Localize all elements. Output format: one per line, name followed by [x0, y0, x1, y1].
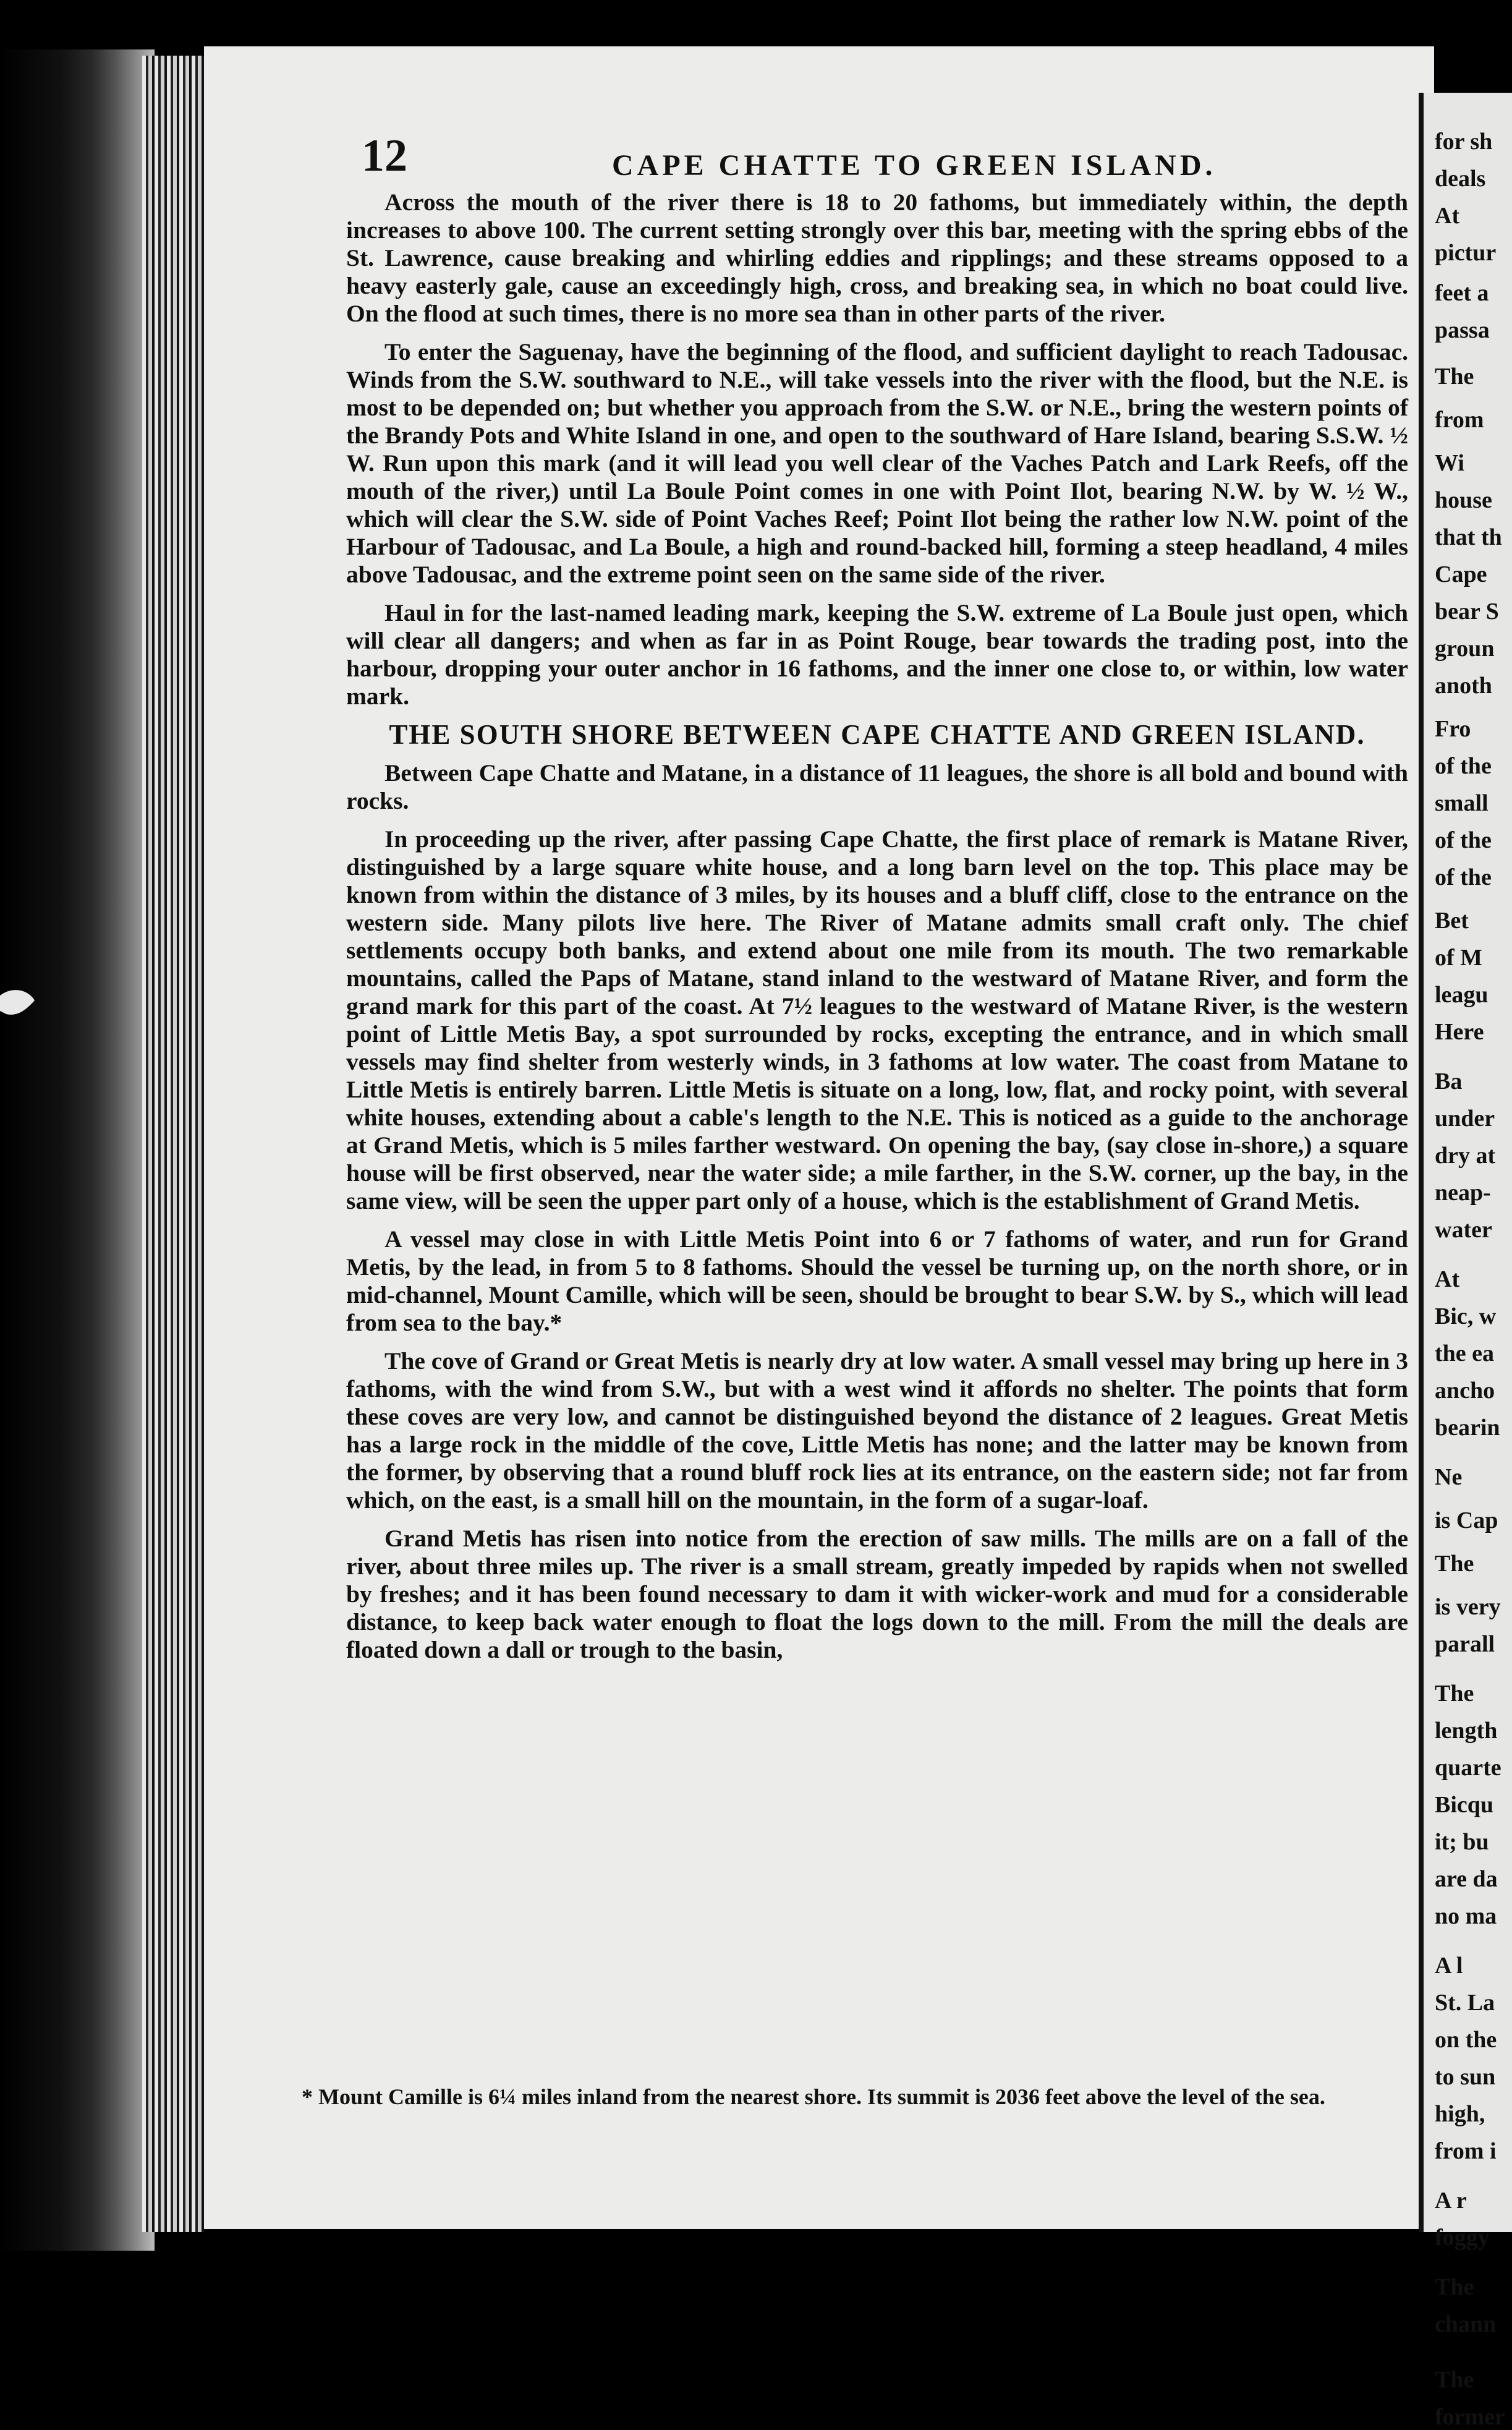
facing-page-fragment: water	[1435, 1217, 1492, 1243]
facing-page-fragment: The	[1435, 2367, 1474, 2393]
facing-page-fragment: quarte	[1435, 1755, 1501, 1781]
facing-page-fragment: anoth	[1435, 673, 1492, 699]
paragraph: Haul in for the last-named leading mark, keeping the S.W. extreme of La Boule just open, which will clear all dangers; and when as far in as Point Rouge, bear towards the trading post, into the harbour, dropping your outer anchor in 16 fathoms, and the inner one close to, or within, low water mark.	[346, 599, 1408, 710]
facing-page-fragment: from	[1435, 407, 1484, 433]
facing-page-fragment: At	[1435, 1266, 1460, 1292]
facing-page-fragment: Ne	[1435, 1464, 1463, 1490]
paragraph: In proceeding up the river, after passing Cape Chatte, the first place of remark is Matane River, distinguished by a large square white house, and a long barn level on the top. This place may be known from within the distance of 3 miles, by its houses and a bluff cliff, close to the entrance on the western side. Many pilots live here. The River of Matane admits small craft only. The chief settlements occupy both banks, and extend about one mile from its mouth. The two remarkable mountains, called the Paps of Matane, stand inland to the westward of Matane River, and form the grand mark for this part of the coast. At 7½ leagues to the westward of Matane River, is the western point of Little Metis Bay, a spot surrounded by rocks, excepting the entrance, and in which small vessels may find shelter from westerly winds, in 3 fathoms at low water. The coast from Matane to Little Metis is entirely barren. Little Metis is situate on a long, low, flat, and rocky point, with several white houses, extending about a cable's length to the N.E. This is noticed as a guide to the anchorage at Grand Metis, which is 5 miles farther westward. On opening the bay, (say close in-shore,) a square house will be first observed, near the water side; a mile farther, in the S.W. corner, up the bay, in the same view, will be seen the upper part only of a house, which is the establishment of Grand Metis.	[346, 825, 1408, 1214]
facing-page-fragment: Bic, w	[1435, 1303, 1497, 1329]
facing-page-edge	[1419, 93, 1512, 2430]
facing-page-fragment: Bet	[1435, 908, 1469, 934]
facing-page-fragment: Cape	[1435, 561, 1487, 587]
facing-page-fragment: The	[1435, 1681, 1474, 1707]
paragraph: Between Cape Chatte and Matane, in a distance of 11 leagues, the shore is all bold and bound with rocks.	[346, 759, 1408, 814]
section-heading: THE SOUTH SHORE BETWEEN CAPE CHATTE AND GREEN ISLAND.	[389, 719, 1365, 750]
facing-page-fragment: A l	[1435, 1953, 1463, 1979]
paragraph: Across the mouth of the river there is 18 to 20 fathoms, but immediately within, the depth increases to above 100. The current setting strongly over this bar, meeting with the spring ebbs of the St. Lawrence, cause breaking and whirling eddies and ripplings; and these streams opposed to a heavy easterly gale, cause an exceedingly high, cross, and breaking sea, in which no boat could live. On the flood at such times, there is no more sea than in other parts of the river.	[346, 189, 1408, 327]
facing-page-fragment: passa	[1435, 317, 1490, 343]
facing-page-fragment: of M	[1435, 945, 1483, 971]
facing-page-fragment: of the	[1435, 753, 1492, 779]
facing-page-fragment: ancho	[1435, 1378, 1495, 1404]
facing-page-fragment: no ma	[1435, 1903, 1497, 1929]
facing-page-fragment: the ea	[1435, 1341, 1495, 1366]
facing-page-fragment: chann	[1435, 2311, 1497, 2337]
facing-page-fragment: is Cap	[1435, 1507, 1498, 1533]
facing-page-fragment: length	[1435, 1718, 1498, 1744]
facing-page-fragment: on the	[1435, 2027, 1497, 2053]
facing-page-fragment: The	[1435, 364, 1474, 390]
running-head: CAPE CHATTE TO GREEN ISLAND.	[612, 149, 1217, 182]
facing-page-fragment: house	[1435, 487, 1492, 513]
footnote: * Mount Camille is 6¼ miles inland from the nearest shore. Its summit is 2036 feet above the level of the sea.	[302, 2084, 1325, 2109]
paragraph: To enter the Saguenay, have the beginning of the flood, and sufficient daylight to reach Tadousac. Winds from the S.W. southward to N.E., will take vessels into the river with the flood, but the N.E. is most to be depended on; but whether you approach from the S.W. or N.E., bring the western points of the Brandy Pots and White Island in one, and open to the southward of Hare Island, bearing S.S.W. ½ W. Run upon this mark (and it will lead you well clear of the Vaches Patch and Lark Reefs, off the mouth of the river,) until La Boule Point comes in one with Point Ilot, bearing N.W. by W. ½ W., which will clear the S.W. side of Point Vaches Reef; Point Ilot being the rather low N.W. point of the Harbour of Tadousac, and La Boule, a high and round-backed hill, forming a steep headland, 4 miles above Tadousac, and the extreme point seen on the same side of the river.	[346, 338, 1408, 588]
facing-page-fragment: dry at	[1435, 1143, 1496, 1169]
book-gutter-shadow	[0, 49, 155, 2251]
facing-page-fragment: for sh	[1435, 129, 1493, 155]
page-number: 12	[362, 130, 407, 181]
facing-page-fragment: Bicqu	[1435, 1792, 1494, 1818]
facing-page-fragment: foggy	[1435, 2225, 1490, 2251]
facing-page-fragment: Ba	[1435, 1068, 1463, 1094]
facing-page-fragment: A r	[1435, 2188, 1467, 2214]
facing-page-fragment: deals	[1435, 166, 1486, 192]
facing-page-fragment: of the	[1435, 827, 1492, 853]
facing-page-fragment: is very	[1435, 1594, 1501, 1620]
body-text	[346, 189, 1408, 1674]
facing-page-fragment: from i	[1435, 2138, 1497, 2164]
facing-page-fragment: neap-	[1435, 1180, 1491, 1206]
paragraph: A vessel may close in with Little Metis Point into 6 or 7 fathoms of water, and run for Grand Metis, by the lead, in from 5 to 8 fathoms. Should the vessel be turning up, on the north shore, or in mid-channel, Mount Camille, which will be seen, should be brought to bear S.W. by S., which will lead from sea to the bay.*	[346, 1226, 1408, 1336]
clip-mark-icon	[0, 983, 36, 1020]
facing-page-fragment: The	[1435, 2274, 1474, 2300]
facing-page-fragment: pictur	[1435, 240, 1497, 266]
facing-page-fragment: At	[1435, 203, 1460, 229]
facing-page-fragment: to sun	[1435, 2064, 1496, 2090]
book-spine	[142, 56, 204, 2232]
facing-page-fragment: bearin	[1435, 1415, 1500, 1441]
facing-page-fragment: small	[1435, 790, 1489, 816]
facing-page-fragment: of the	[1435, 864, 1492, 890]
facing-page-fragment: The	[1435, 1551, 1474, 1577]
facing-page-fragment: high,	[1435, 2101, 1485, 2127]
facing-page-fragment: that th	[1435, 524, 1502, 550]
facing-page-fragment: parall	[1435, 1631, 1495, 1657]
facing-page-fragment: leagu	[1435, 982, 1489, 1008]
facing-page-fragment: bear S	[1435, 599, 1499, 625]
facing-page-fragment: are da	[1435, 1866, 1498, 1892]
facing-page-fragment: under	[1435, 1106, 1495, 1132]
facing-page-fragment: feet a	[1435, 280, 1489, 306]
paragraph: Grand Metis has risen into notice from the erection of saw mills. The mills are on a fall of the river, about three miles up. The river is a small stream, greatly impeded by rapids when not swelled by freshes; and it has been found necessary to dam it with wicker-work and mud for a considerable distance, to keep back water enough to float the logs down to the mill. From the mill the deals are floated down a dall or trough to the basin,	[346, 1525, 1408, 1663]
facing-page-fragment: Here	[1435, 1019, 1484, 1045]
facing-page-fragment: former	[1435, 2404, 1505, 2430]
facing-page-fragment: Fro	[1435, 716, 1471, 742]
facing-page-fragment: St. La	[1435, 1990, 1495, 2016]
facing-page-fragment: it; bu	[1435, 1829, 1489, 1855]
paragraph: The cove of Grand or Great Metis is nearly dry at low water. A small vessel may bring up here in 3 fathoms, with the wind from S.W., but with a west wind it affords no shelter. The points that form these coves are very low, and cannot be distinguished beyond the distance of 2 leagues. Great Metis has a large rock in the middle of the cove, Little Metis has none; and the latter may be known from the former, by observing that a round bluff rock lies at its entrance, on the eastern side; not far from which, on the east, is a small hill on the mountain, in the form of a sugar-loaf.	[346, 1347, 1408, 1514]
facing-page-fragment: groun	[1435, 636, 1495, 662]
facing-page-fragment: Wi	[1435, 450, 1464, 476]
